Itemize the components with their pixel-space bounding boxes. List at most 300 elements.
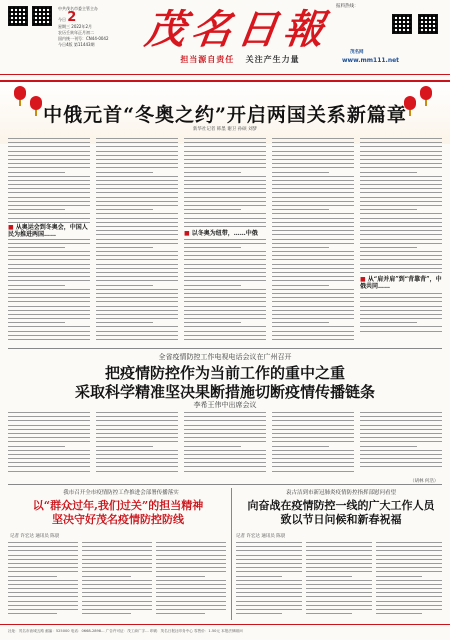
body-text-line (96, 272, 178, 273)
body-text-line (96, 172, 153, 173)
body-text-line (360, 172, 417, 173)
body-text-line (184, 450, 266, 451)
body-text-line (156, 605, 226, 606)
body-text-line (360, 201, 442, 202)
body-text-line (156, 592, 226, 593)
lantern-icon (420, 86, 432, 100)
body-text-line (96, 146, 178, 147)
body-text-line (272, 276, 354, 277)
body-text-line (184, 429, 266, 430)
body-text-line (8, 251, 90, 252)
body-text-line (96, 425, 178, 426)
body-text-line (96, 322, 153, 323)
body-text-line (184, 425, 266, 426)
body-text-line (8, 184, 90, 185)
body-text-line (272, 450, 354, 451)
right-story-pre-title: 袁古洁到市新冠肺炎疫情防控指挥部慰问看望 (285, 490, 396, 496)
body-text-line (8, 454, 90, 455)
body-text-line (184, 416, 266, 417)
body-text-line (272, 247, 329, 248)
lead-column-3 (184, 138, 266, 346)
body-text-line (8, 151, 90, 152)
body-text-line (82, 567, 152, 568)
body-text-line (184, 167, 266, 168)
body-text-line (8, 458, 90, 459)
issue-info (58, 6, 120, 48)
body-text-line (360, 322, 417, 323)
body-text-line (8, 567, 78, 568)
body-text-line (96, 326, 178, 327)
body-text-line (8, 201, 90, 202)
body-text-line (272, 412, 354, 413)
body-text-line (156, 613, 205, 614)
right-line1: 报料热线： (336, 4, 359, 9)
body-text-line (156, 588, 226, 589)
body-text-line (184, 454, 266, 455)
body-text-line (184, 251, 266, 252)
body-text-line (8, 326, 90, 327)
body-text-line (96, 420, 178, 421)
body-text-line (272, 466, 354, 467)
body-text-line (360, 318, 442, 319)
body-text-line (96, 180, 178, 181)
body-text-line (272, 205, 354, 206)
body-text-line (360, 180, 442, 181)
body-text-line (184, 322, 241, 323)
body-text-line (306, 601, 372, 602)
lead-column-2 (96, 138, 178, 346)
slogan-right: 关注产生力量 (245, 54, 300, 64)
body-text-line (272, 213, 354, 214)
lunar-line: 农历壬寅年正月初二 (58, 30, 94, 35)
body-text-line (272, 188, 354, 189)
lead-headline[interactable]: 中俄元首“冬奥之约”开启两国关系新篇章 (43, 104, 407, 126)
body-text-line (8, 197, 90, 198)
body-text-line (236, 596, 302, 597)
body-text-line (272, 289, 354, 290)
body-text-line (82, 601, 152, 602)
qr-code-icon (32, 6, 52, 26)
body-text-line (96, 230, 178, 231)
body-text-line (272, 318, 354, 319)
body-text-line (272, 272, 354, 273)
body-text-line (96, 213, 178, 214)
body-text-line (272, 339, 354, 340)
body-text-line (360, 293, 442, 294)
body-text-line (272, 222, 354, 223)
body-text-line (236, 601, 302, 602)
body-text-line (272, 201, 354, 202)
body-text-line (8, 550, 78, 551)
body-text-line (8, 416, 90, 417)
body-text-line (8, 167, 90, 168)
body-text-line (272, 335, 354, 336)
body-text-line (272, 446, 329, 447)
body-text-line (272, 433, 354, 434)
body-text-line (156, 563, 226, 564)
body-text-line (236, 609, 302, 610)
qr-code-icon (418, 14, 438, 34)
body-text-line (96, 454, 178, 455)
body-text-line (360, 416, 442, 417)
body-text-line (236, 584, 302, 585)
body-text-line (236, 563, 302, 564)
meeting-column-1 (8, 412, 90, 478)
body-text-line (8, 239, 90, 240)
body-text-line (184, 176, 266, 177)
body-text-line (272, 176, 354, 177)
body-text-line (272, 155, 354, 156)
page-footer: 社址：茂名市油城五路 邮编：525000 电话：0668-2898... 广告许可证：茂工商广字... 印刷：茂名日报社印务中心 零售价：1.50元 本报法律顾问 (0, 624, 450, 640)
body-text-line (272, 314, 354, 315)
body-text-line (272, 293, 354, 294)
body-text-line (306, 592, 372, 593)
meeting-headline-2[interactable]: 采取科学精准坚决果断措施切断疫情传播链条 (74, 383, 375, 401)
body-text-line (272, 226, 354, 227)
body-text-line (306, 584, 372, 585)
body-text-line (184, 458, 266, 459)
body-text-line (96, 218, 178, 219)
body-text-line (360, 420, 442, 421)
lead-subhead-1: ■ 从奥运会到冬奥会，中国人民为推进两国…… (8, 224, 90, 238)
body-text-line (360, 462, 442, 463)
body-text-line (96, 264, 178, 265)
body-text-line (360, 247, 417, 248)
body-text-line (236, 592, 302, 593)
body-text-line (272, 251, 354, 252)
body-text-line (96, 301, 178, 302)
left-story-headline-1[interactable]: 以“群众过年,我们过关”的担当精神 (32, 499, 204, 512)
body-text-line (8, 213, 90, 214)
body-text-line (272, 462, 354, 463)
body-text-line (306, 546, 372, 547)
body-text-line (272, 441, 354, 442)
body-text-line (8, 314, 90, 315)
body-text-line (96, 314, 178, 315)
body-text-line (360, 243, 442, 244)
body-text-line (82, 609, 152, 610)
body-text-line (96, 293, 178, 294)
body-text-line (236, 605, 302, 606)
right-story-column-2 (306, 542, 372, 620)
left-story-headline-2[interactable]: 坚决守好茂名疫情防控防线 (52, 513, 184, 526)
body-text-line (272, 180, 354, 181)
right-story-headline-2[interactable]: 致以节日问候和新春祝福 (280, 513, 402, 526)
body-text-line (184, 264, 266, 265)
body-text-line (360, 466, 442, 467)
body-text-line (272, 234, 354, 235)
body-text-line (272, 280, 354, 281)
body-text-line (96, 318, 178, 319)
meeting-headline-1[interactable]: 把疫情防控作为当前工作的重中之重 (104, 364, 345, 382)
body-text-line (96, 234, 178, 235)
body-text-line (272, 192, 354, 193)
body-text-line (184, 335, 266, 336)
body-text-line (184, 159, 266, 160)
body-text-line (8, 425, 90, 426)
brand-name: 茂名网 (350, 50, 364, 55)
right-story-byline: 记者 许宏达 通讯员 陈晨 (236, 534, 286, 539)
right-story-headline-1[interactable]: 向奋战在疫情防控一线的广大工作人员 (247, 499, 435, 512)
body-text-line (272, 172, 329, 173)
body-text-line (184, 314, 266, 315)
body-text-line (8, 180, 90, 181)
body-text-line (360, 297, 442, 298)
body-text-line (360, 163, 442, 164)
body-text-line (376, 563, 442, 564)
body-text-line (306, 555, 372, 556)
body-text-line (96, 205, 178, 206)
body-text-line (8, 285, 65, 286)
body-text-line (360, 425, 442, 426)
body-text-line (8, 542, 78, 543)
body-text-line (360, 268, 442, 269)
body-text-line (272, 259, 354, 260)
body-text-line (96, 429, 178, 430)
body-text-line (8, 306, 90, 307)
left-story-column-1 (8, 542, 78, 620)
body-text-line (8, 318, 90, 319)
body-text-line (8, 335, 90, 336)
body-text-line (82, 605, 152, 606)
body-text-line (360, 218, 442, 219)
body-text-line (96, 437, 178, 438)
body-text-line (8, 159, 90, 160)
body-text-line (96, 462, 178, 463)
body-text-line (184, 163, 266, 164)
body-text-line (272, 437, 354, 438)
body-text-line (184, 289, 266, 290)
body-text-line (360, 155, 442, 156)
body-text-line (8, 218, 90, 219)
body-text-line (306, 563, 372, 564)
body-text-line (8, 268, 90, 269)
body-text-line (96, 188, 178, 189)
body-text-line (96, 239, 178, 240)
body-text-line (8, 546, 78, 547)
body-text-line (184, 471, 266, 472)
body-text-line (8, 584, 78, 585)
body-text-line (360, 146, 442, 147)
body-text-line (8, 596, 78, 597)
body-text-line (360, 412, 442, 413)
body-text-line (96, 243, 178, 244)
body-text-line (8, 559, 78, 560)
left-story-byline: 记者 许宏达 通讯员 陈晨 (10, 534, 60, 539)
body-text-line (8, 222, 90, 223)
body-text-line (8, 471, 90, 472)
body-text-line (8, 176, 90, 177)
body-text-line (360, 222, 442, 223)
body-text-line (156, 609, 226, 610)
body-text-line (184, 172, 241, 173)
body-text-line (8, 613, 57, 614)
body-text-line (360, 151, 442, 152)
body-text-line (156, 542, 226, 543)
column-divider (231, 488, 232, 620)
body-text-line (82, 546, 152, 547)
body-text-line (184, 437, 266, 438)
body-text-line (272, 326, 354, 327)
body-text-line (360, 314, 442, 315)
body-text-line (156, 559, 226, 560)
body-text-line (82, 592, 152, 593)
body-text-line (184, 243, 266, 244)
body-text-line (96, 255, 178, 256)
body-text-line (82, 555, 152, 556)
body-text-line (272, 297, 354, 298)
body-text-line (184, 446, 241, 447)
body-text-line (8, 412, 90, 413)
body-text-line (156, 550, 226, 551)
body-text-line (236, 567, 302, 568)
body-text-line (82, 542, 152, 543)
body-text-line (96, 450, 178, 451)
body-text-line (8, 339, 90, 340)
body-text-line (306, 550, 372, 551)
body-text-line (96, 201, 178, 202)
body-text-line (306, 596, 372, 597)
body-text-line (184, 441, 266, 442)
body-text-line (306, 609, 372, 610)
meeting-pre-title: 全省疫情防控工作电视电话会议在广州召开 (158, 353, 292, 361)
body-text-line (184, 412, 266, 413)
body-text-line (8, 192, 90, 193)
body-text-line (306, 576, 352, 577)
body-text-line (8, 441, 90, 442)
body-text-line (376, 550, 442, 551)
body-text-line (96, 412, 178, 413)
body-text-line (82, 559, 152, 560)
body-text-line (376, 576, 422, 577)
body-text-line (376, 613, 422, 614)
body-text-line (376, 605, 442, 606)
body-text-line (236, 542, 302, 543)
body-text-line (82, 596, 152, 597)
lead-column-4 (272, 138, 354, 346)
site-url[interactable]: www.mm111.net (342, 57, 400, 64)
body-text-line (184, 138, 266, 139)
lead-column-5 (360, 138, 442, 338)
body-text-line (96, 167, 178, 168)
body-text-line (236, 580, 302, 581)
body-text-line (272, 322, 329, 323)
body-text-line (184, 213, 266, 214)
body-text-line (184, 155, 266, 156)
body-text-line (272, 429, 354, 430)
body-text-line (184, 462, 266, 463)
body-text-line (96, 151, 178, 152)
body-text-line (376, 542, 442, 543)
body-text-line (8, 138, 90, 139)
body-text-line (376, 571, 442, 572)
body-text-line (82, 563, 152, 564)
body-text-line (96, 310, 178, 311)
body-text-line (82, 613, 131, 614)
body-text-line (184, 247, 241, 248)
body-text-line (156, 571, 226, 572)
body-text-line (376, 592, 442, 593)
body-text-line (272, 218, 354, 219)
body-text-line (184, 259, 266, 260)
body-text-line (96, 197, 178, 198)
body-text-line (360, 441, 442, 442)
body-text-line (272, 285, 329, 286)
meeting-column-4 (272, 412, 354, 478)
lead-subhead-2: ■ 以冬奥为纽带，……中俄 (184, 230, 266, 237)
body-text-line (184, 142, 266, 143)
body-text-line (376, 580, 442, 581)
body-text-line (96, 163, 178, 164)
body-text-line (82, 584, 152, 585)
body-text-line (8, 322, 65, 323)
body-text-line (272, 255, 354, 256)
body-text-line (8, 555, 78, 556)
body-text-line (8, 163, 90, 164)
info-title: 中共茂名市委主管主办 (58, 6, 98, 11)
body-text-line (8, 563, 78, 564)
serial-line: 国内统一刊号：CN44-0042 (58, 36, 109, 41)
body-text-line (8, 146, 90, 147)
body-text-line (360, 255, 442, 256)
body-text-line (8, 289, 90, 290)
body-text-line (8, 172, 65, 173)
body-text-line (360, 331, 442, 332)
body-text-line (272, 420, 354, 421)
body-text-line (184, 151, 266, 152)
body-text-line (96, 466, 178, 467)
body-text-line (272, 331, 354, 332)
body-text-line (360, 176, 442, 177)
body-text-line (96, 247, 153, 248)
slogan (140, 54, 340, 65)
body-text-line (184, 326, 266, 327)
left-story-pre-title: 我市召开全市疫情防控工作推进会部署传播落实 (63, 490, 179, 496)
body-text-line (96, 433, 178, 434)
body-text-line (236, 588, 302, 589)
body-text-line (82, 588, 152, 589)
body-text-line (236, 571, 302, 572)
masthead-right (336, 4, 446, 64)
body-text-line (184, 180, 266, 181)
body-text-line (96, 280, 178, 281)
body-text-line (96, 276, 178, 277)
body-text-line (184, 197, 266, 198)
body-text-line (184, 188, 266, 189)
body-text-line (8, 247, 65, 248)
body-text-line (96, 289, 178, 290)
body-text-line (360, 239, 442, 240)
body-text-line (8, 420, 90, 421)
body-text-line (8, 243, 90, 244)
body-text-line (360, 251, 442, 252)
section-divider (8, 348, 442, 349)
body-text-line (360, 159, 442, 160)
body-text-line (8, 142, 90, 143)
body-text-line (184, 310, 266, 311)
body-text-line (272, 416, 354, 417)
body-text-line (272, 454, 354, 455)
body-text-line (96, 142, 178, 143)
body-text-line (360, 433, 442, 434)
body-text-line (184, 192, 266, 193)
body-text-line (96, 416, 178, 417)
body-text-line (360, 184, 442, 185)
body-text-line (272, 142, 354, 143)
body-text-line (184, 331, 266, 332)
body-text-line (272, 197, 354, 198)
body-text-line (360, 437, 442, 438)
